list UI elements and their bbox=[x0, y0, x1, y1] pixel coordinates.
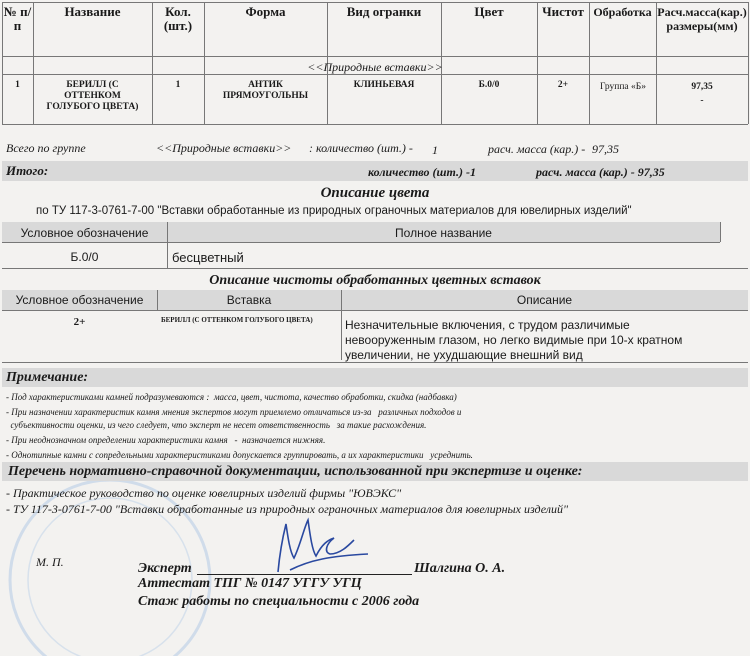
clarity-code: 2+ bbox=[73, 316, 86, 328]
row-mass: 97,35 bbox=[691, 82, 713, 92]
row-qty: 1 bbox=[175, 80, 181, 90]
doc-line-1: - Практическое руководство по оценке ювелирных изделий фирмы "ЮВЭКС" bbox=[6, 486, 402, 500]
clarity-col-insert-header: Вставка bbox=[226, 293, 272, 307]
row-form: АНТИК ПРЯМОУГОЛЬНЫ bbox=[222, 80, 309, 101]
experience: Стаж работы по специальности с 2006 года bbox=[138, 594, 420, 609]
col-mass-header: Расч.масса(кар.) размеры(мм) bbox=[657, 5, 747, 33]
col-number-header: № п/п bbox=[3, 4, 32, 33]
color-col-code-header: Условное обозначение bbox=[20, 226, 149, 240]
note-line-4: - При неоднозначном определении характеристики камня - назначается нижняя. bbox=[6, 435, 326, 445]
col-color-header: Цвет bbox=[474, 4, 504, 19]
color-name: бесцветный bbox=[172, 250, 244, 265]
color-desc-subtitle: по ТУ 117-3-0761-7-00 "Вставки обработанные из природных ограночных материалов для ювелирных изделий" bbox=[36, 205, 632, 217]
notes-bar bbox=[2, 368, 748, 387]
clarity-desc-line-1: Незначительные включения, с трудом различимые bbox=[345, 318, 630, 332]
group-total-group: <<Природные вставки>> bbox=[156, 141, 292, 155]
row-clarity: 2+ bbox=[557, 80, 569, 90]
clarity-col-code-header: Условное обозначение bbox=[15, 293, 144, 307]
note-line-2: - При назначении характеристик камня мнения экспертов могут приемлемо отличаться из-за различных подходов и bbox=[6, 407, 462, 417]
color-desc-title: Описание цвета bbox=[320, 185, 430, 201]
clarity-col-desc-header: Описание bbox=[516, 293, 573, 307]
expert-name: Шалгина О. А. bbox=[414, 561, 506, 576]
grand-total-label: Итого: bbox=[6, 163, 49, 178]
handwritten-signature bbox=[250, 510, 380, 585]
note-line-5: - Однотипные камни с сопредельными характеристиками допускается группировать, а их характеристики усреднить. bbox=[6, 450, 473, 460]
row-size: - bbox=[700, 96, 704, 106]
group-total-mass: 97,35 bbox=[592, 142, 619, 156]
group-total-qty: 1 bbox=[432, 143, 438, 157]
color-code: Б.0/0 bbox=[70, 250, 99, 264]
group-label: <<Природные вставки>> bbox=[307, 60, 443, 74]
group-total-label: Всего по группе bbox=[6, 141, 86, 155]
note-line-1: - Под характеристиками камней подразумеваются : масса, цвет, чистота, качество обработки, скидка (надбавка) bbox=[6, 392, 457, 402]
col-processing-header: Обработка bbox=[593, 5, 652, 19]
col-qty-header: Кол. (шт.) bbox=[163, 4, 193, 33]
col-name-header: Название bbox=[64, 4, 121, 19]
note-line-3: субъективности оценки, из чего следует, что эксперт не несет ответственность за такие расхождения. bbox=[6, 420, 427, 430]
clarity-desc-line-3: увеличении, не ухудшающие внешний вид bbox=[345, 348, 583, 362]
row-processing: Группа «Б» bbox=[600, 82, 646, 92]
grand-total-qty: количество (шт.) -1 bbox=[368, 165, 476, 179]
color-col-name-header: Полное название bbox=[395, 226, 492, 240]
col-form-header: Форма bbox=[245, 4, 286, 19]
docs-title: Перечень нормативно-справочной документации, использованной при экспертизе и оценке: bbox=[8, 464, 583, 479]
row-number: 1 bbox=[15, 80, 20, 90]
group-total-mass-label: расч. масса (кар.) - bbox=[488, 142, 586, 156]
row-name: БЕРИЛЛ (С ОТТЕНКОМ ГОЛУБОГО ЦВЕТА) bbox=[46, 80, 139, 112]
row-cut: КЛИНЬЕВАЯ bbox=[353, 80, 415, 90]
grand-total-mass: расч. масса (кар.) - 97,35 bbox=[536, 165, 665, 179]
clarity-desc-line-2: невооруженным глазом, но легко видимые при 10-х кратном bbox=[345, 333, 683, 347]
stamp-place-label: М. П. bbox=[36, 555, 64, 569]
row-color: Б.0/0 bbox=[478, 80, 500, 90]
doc-line-2: - ТУ 117-3-0761-7-00 "Вставки обработанные из природных ограночных материалов для ювелирных изделий" bbox=[6, 502, 569, 516]
certificate: Аттестат ТПГ № 0147 УГГУ УГЦ bbox=[138, 576, 362, 591]
clarity-desc-title: Описание чистоты обработанных цветных вставок bbox=[209, 273, 541, 288]
notes-title: Примечание: bbox=[6, 370, 89, 385]
clarity-insert: БЕРИЛЛ (С ОТТЕНКОМ ГОЛУБОГО ЦВЕТА) bbox=[161, 316, 313, 324]
expert-label: Эксперт bbox=[138, 561, 192, 576]
col-cut-header: Вид огранки bbox=[346, 4, 422, 19]
col-clarity-header: Чистот bbox=[542, 4, 584, 19]
group-total-qty-label: : количество (шт.) - bbox=[309, 141, 413, 155]
